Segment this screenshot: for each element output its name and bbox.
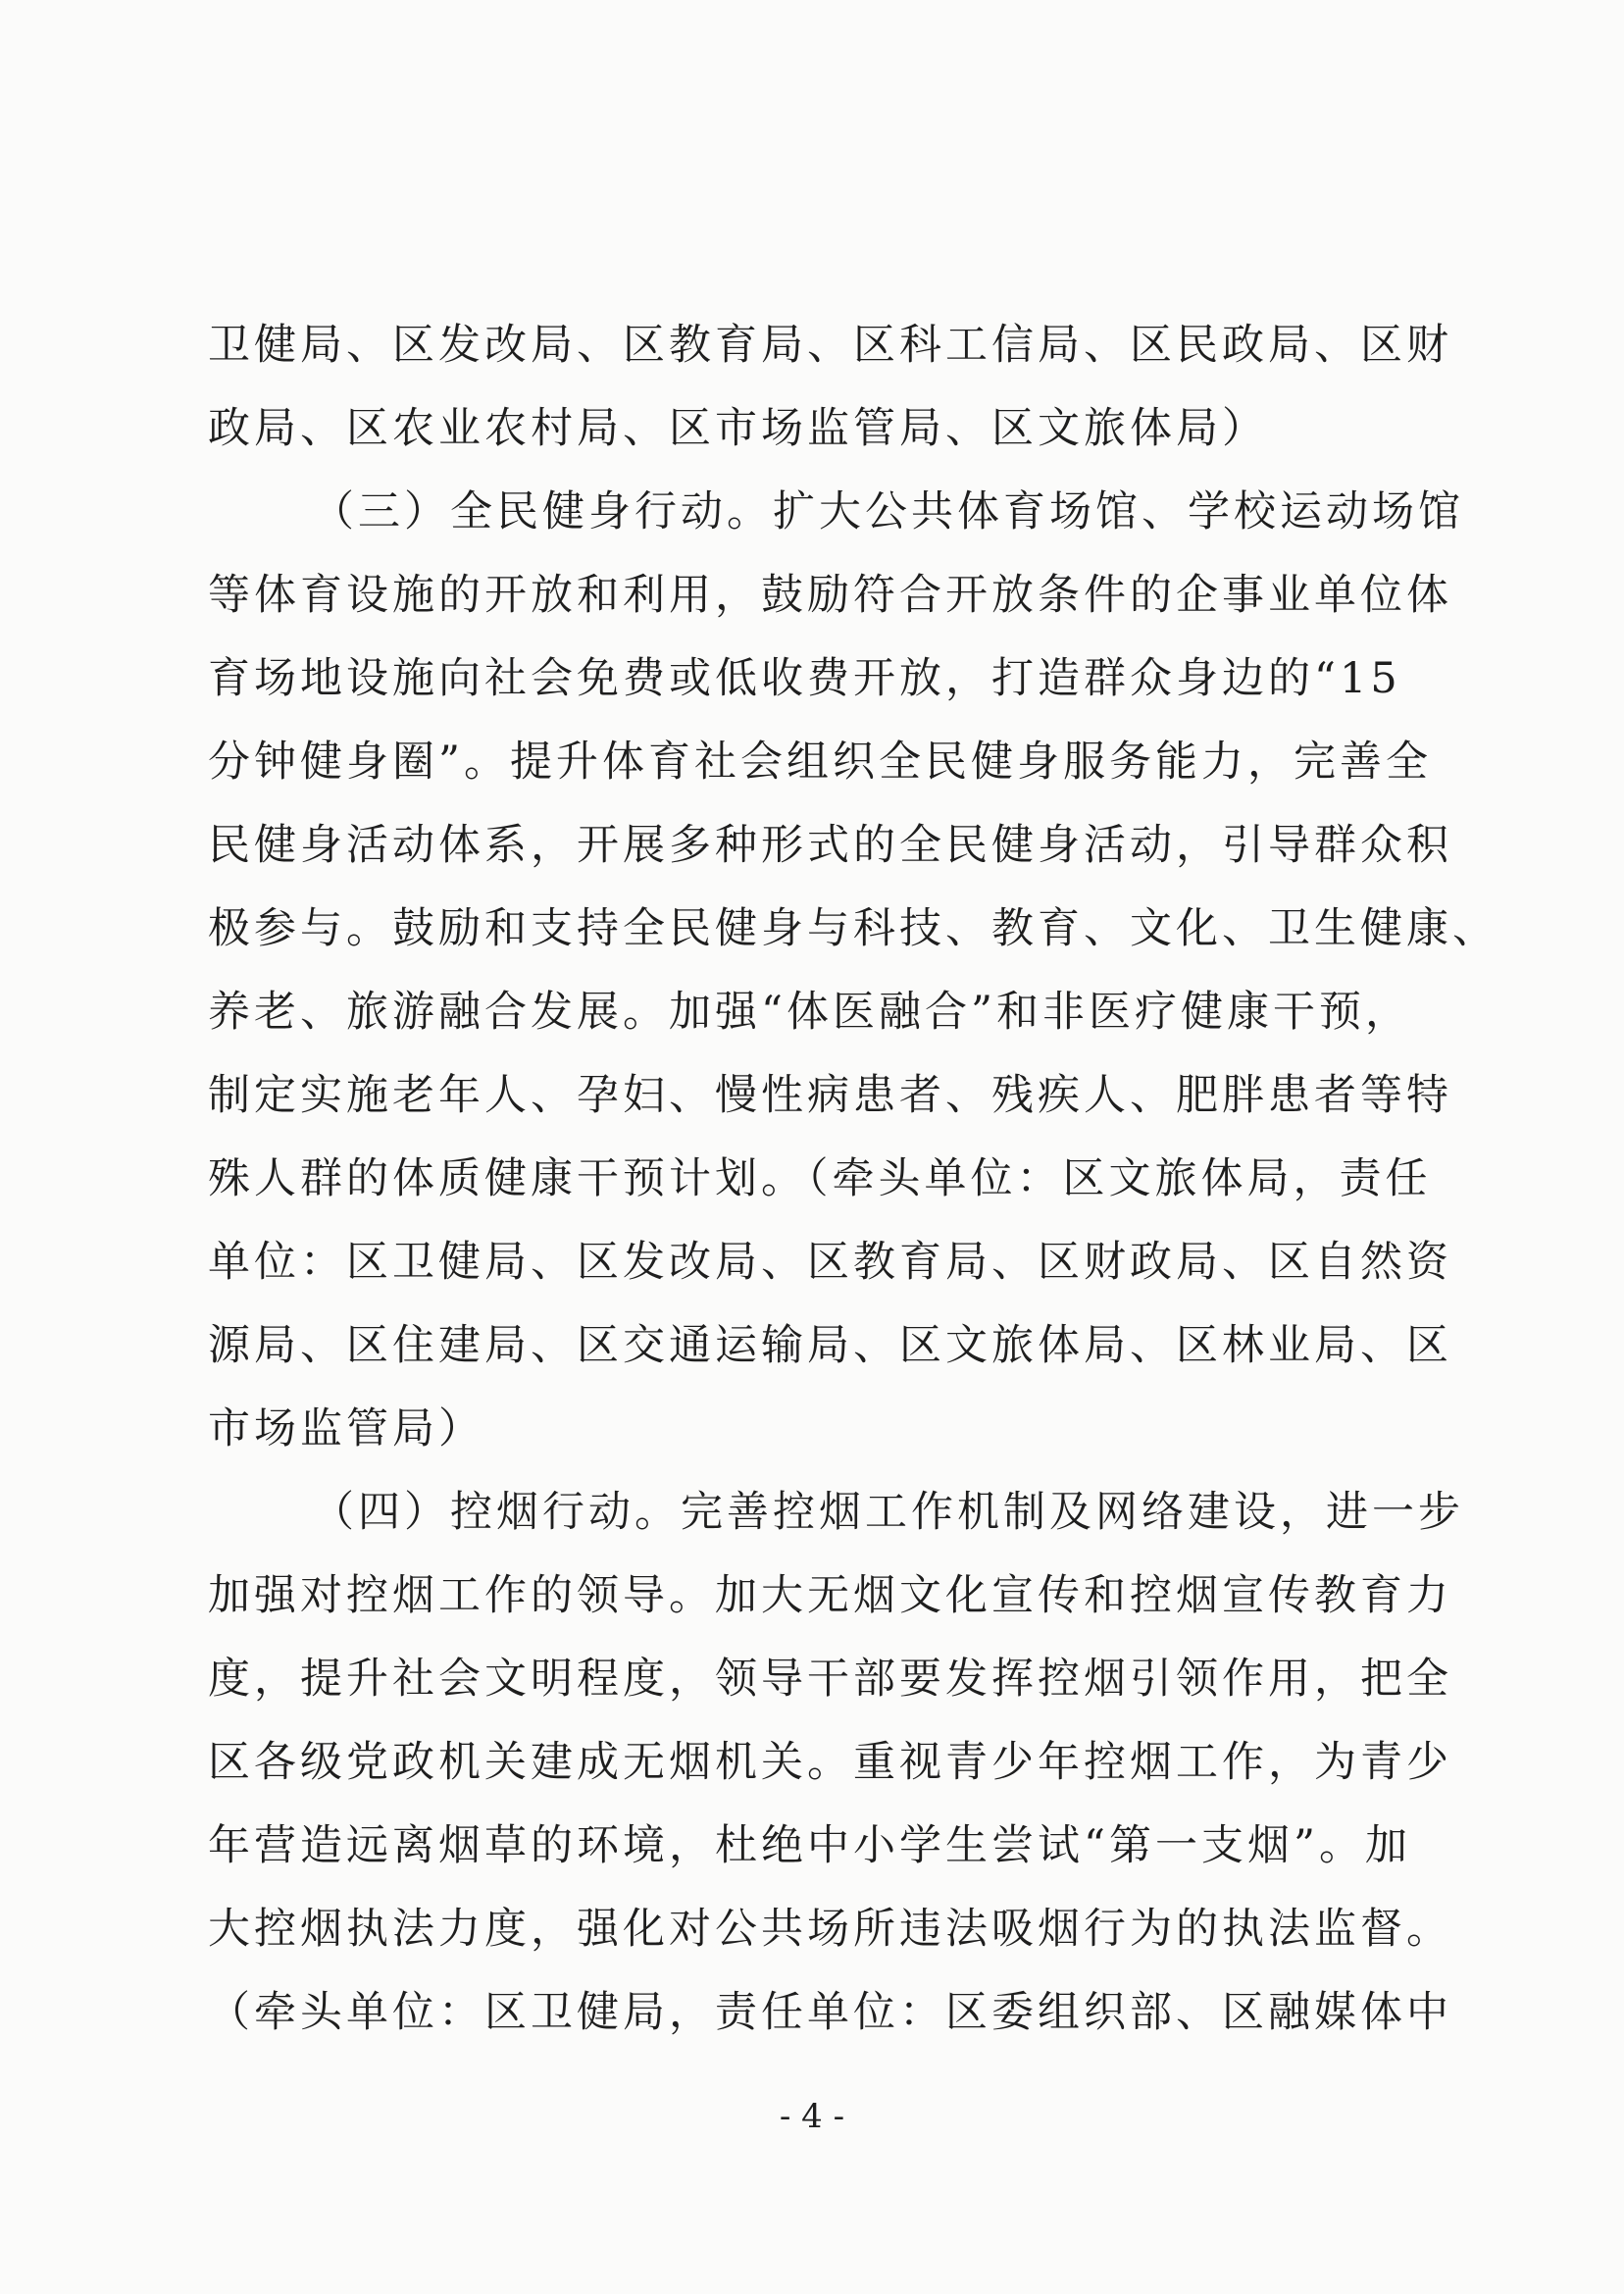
text-line: 市场监管局） <box>208 1404 484 1453</box>
text-line: 大控烟执法力度，强化对公共场所违法吸烟行为的执法监督。 <box>208 1905 1452 1954</box>
text-line: 育场地设施向社会免费或低收费开放，打造群众身边的“15 <box>208 654 1401 703</box>
text-line: 制定实施老年人、孕妇、慢性病患者、残疾人、肥胖患者等特 <box>208 1071 1452 1120</box>
text-line: 民健身活动体系，开展多种形式的全民健身活动，引导群众积 <box>208 821 1452 870</box>
page-number: - 4 - <box>779 2097 845 2136</box>
text-line: 分钟健身圈”。提升体育社会组织全民健身服务能力，完善全 <box>208 738 1432 787</box>
text-line: 区各级党政机关建成无烟机关。重视青少年控烟工作，为青少 <box>208 1738 1452 1787</box>
text-line: 养老、旅游融合发展。加强“体医融合”和非医疗健康干预， <box>208 988 1411 1037</box>
text-line: 加强对控烟工作的领导。加大无烟文化宣传和控烟宣传教育力 <box>208 1571 1452 1620</box>
text-line: 殊人群的体质健康干预计划。（牵头单位：区文旅体局，责任 <box>208 1154 1432 1203</box>
text-line: 源局、区住建局、区交通运输局、区文旅体局、区林业局、区 <box>208 1321 1452 1370</box>
text-line: （牵头单位：区卫健局，责任单位：区委组织部、区融媒体中 <box>208 1988 1452 2037</box>
section-heading-line: （三）全民健身行动。扩大公共体育场馆、学校运动场馆 <box>312 487 1464 536</box>
text-line: 年营造远离烟草的环境，杜绝中小学生尝试“第一支烟”。加 <box>208 1821 1411 1870</box>
text-line: 度，提升社会文明程度，领导干部要发挥控烟引领作用，把全 <box>208 1655 1452 1704</box>
text-line: 政局、区农业农村局、区市场监管局、区文旅体局） <box>208 404 1268 453</box>
text-line: 卫健局、区发改局、区教育局、区科工信局、区民政局、区财 <box>208 321 1452 370</box>
text-line: 单位：区卫健局、区发改局、区教育局、区财政局、区自然资 <box>208 1238 1452 1287</box>
text-line: 等体育设施的开放和利用，鼓励符合开放条件的企事业单位体 <box>208 571 1452 620</box>
section-heading-line: （四）控烟行动。完善控烟工作机制及网络建设，进一步 <box>312 1488 1464 1537</box>
text-line: 极参与。鼓励和支持全民健身与科技、教育、文化、卫生健康、 <box>208 904 1498 953</box>
